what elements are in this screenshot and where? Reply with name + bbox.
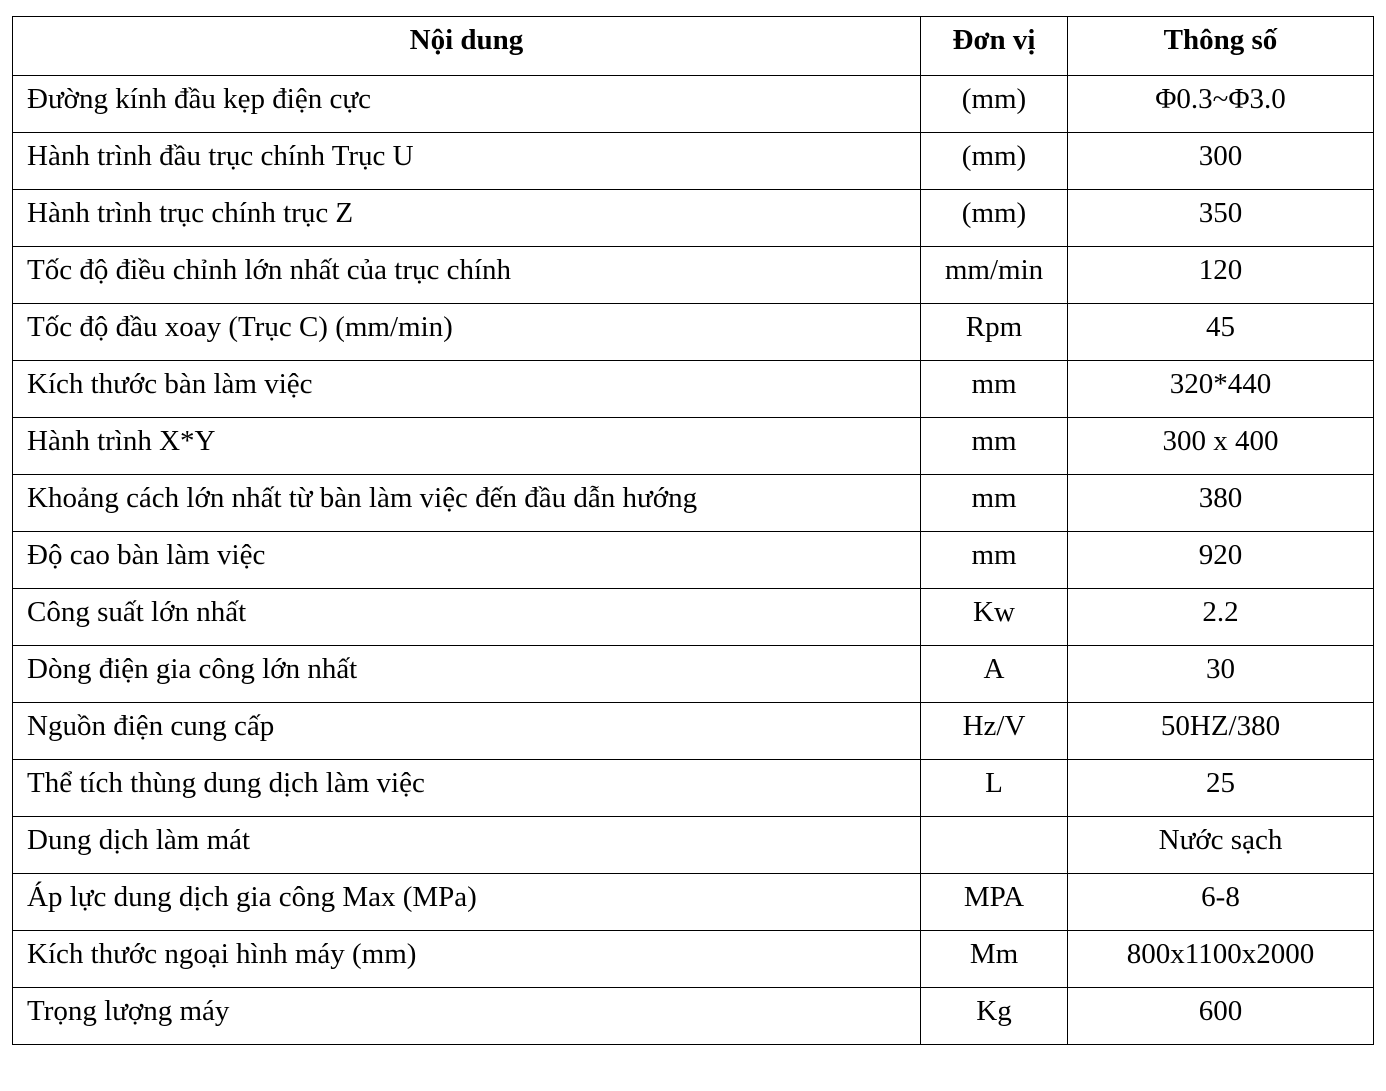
table-row — [13, 418, 1374, 475]
row-unit: (mm) — [921, 76, 1068, 133]
row-value: 50HZ/380 — [1068, 703, 1374, 760]
row-content: Độ cao bàn làm việc — [13, 532, 921, 589]
row-value: Φ0.3~Φ3.0 — [1068, 76, 1374, 133]
row-content: Trọng lượng máy — [13, 988, 921, 1045]
row-unit: mm — [921, 361, 1068, 418]
table-row — [13, 760, 1374, 817]
row-unit: (mm) — [921, 190, 1068, 247]
row-content: Hành trình trục chính trục Z — [13, 190, 921, 247]
row-content: Kích thước ngoại hình máy (mm) — [13, 931, 921, 988]
table-row — [13, 247, 1374, 304]
table-row — [13, 589, 1374, 646]
row-unit: Kw — [921, 589, 1068, 646]
row-unit: mm — [921, 532, 1068, 589]
table-row — [13, 817, 1374, 874]
table-row — [13, 76, 1374, 133]
row-content: Áp lực dung dịch gia công Max (MPa) — [13, 874, 921, 931]
row-value: 800x1100x2000 — [1068, 931, 1374, 988]
row-value: 920 — [1068, 532, 1374, 589]
row-value: 350 — [1068, 190, 1374, 247]
row-value: 320*440 — [1068, 361, 1374, 418]
row-content: Công suất lớn nhất — [13, 589, 921, 646]
row-content: Hành trình đầu trục chính Trục U — [13, 133, 921, 190]
row-unit — [921, 817, 1068, 874]
row-value: 300 x 400 — [1068, 418, 1374, 475]
row-unit: Hz/V — [921, 703, 1068, 760]
table-row — [13, 988, 1374, 1045]
spec-table — [12, 16, 1374, 1045]
row-content: Hành trình X*Y — [13, 418, 921, 475]
table-row — [13, 133, 1374, 190]
row-value: 600 — [1068, 988, 1374, 1045]
row-value: 120 — [1068, 247, 1374, 304]
row-value: 6-8 — [1068, 874, 1374, 931]
header-unit: Đơn vị — [921, 17, 1068, 76]
row-value: 380 — [1068, 475, 1374, 532]
row-unit: mm/min — [921, 247, 1068, 304]
row-unit: MPA — [921, 874, 1068, 931]
row-value: 2.2 — [1068, 589, 1374, 646]
row-content: Nguồn điện cung cấp — [13, 703, 921, 760]
table-row — [13, 931, 1374, 988]
header-content: Nội dung — [13, 17, 921, 76]
row-value: 300 — [1068, 133, 1374, 190]
header-row — [13, 17, 1374, 76]
row-content: Thể tích thùng dung dịch làm việc — [13, 760, 921, 817]
row-content: Tốc độ đầu xoay (Trục C) (mm/min) — [13, 304, 921, 361]
row-unit: mm — [921, 475, 1068, 532]
row-content: Tốc độ điều chỉnh lớn nhất của trục chính — [13, 247, 921, 304]
row-content: Dòng điện gia công lớn nhất — [13, 646, 921, 703]
table-row — [13, 646, 1374, 703]
header-value: Thông số — [1068, 17, 1374, 76]
table-row — [13, 532, 1374, 589]
row-unit: mm — [921, 418, 1068, 475]
row-content: Dung dịch làm mát — [13, 817, 921, 874]
row-value: 25 — [1068, 760, 1374, 817]
row-unit: Rpm — [921, 304, 1068, 361]
table-row — [13, 304, 1374, 361]
row-content: Kích thước bàn làm việc — [13, 361, 921, 418]
row-content: Đường kính đầu kẹp điện cực — [13, 76, 921, 133]
row-value: 30 — [1068, 646, 1374, 703]
row-unit: Kg — [921, 988, 1068, 1045]
row-content: Khoảng cách lớn nhất từ bàn làm việc đến đầu dẫn hướng — [13, 475, 921, 532]
table-row — [13, 874, 1374, 931]
row-value: Nước sạch — [1068, 817, 1374, 874]
row-value: 45 — [1068, 304, 1374, 361]
table-row — [13, 361, 1374, 418]
table-row — [13, 190, 1374, 247]
row-unit: A — [921, 646, 1068, 703]
spec-table-body — [13, 76, 1374, 1045]
table-row — [13, 475, 1374, 532]
table-row — [13, 703, 1374, 760]
spec-table-header — [13, 17, 1374, 76]
row-unit: L — [921, 760, 1068, 817]
row-unit: (mm) — [921, 133, 1068, 190]
row-unit: Mm — [921, 931, 1068, 988]
